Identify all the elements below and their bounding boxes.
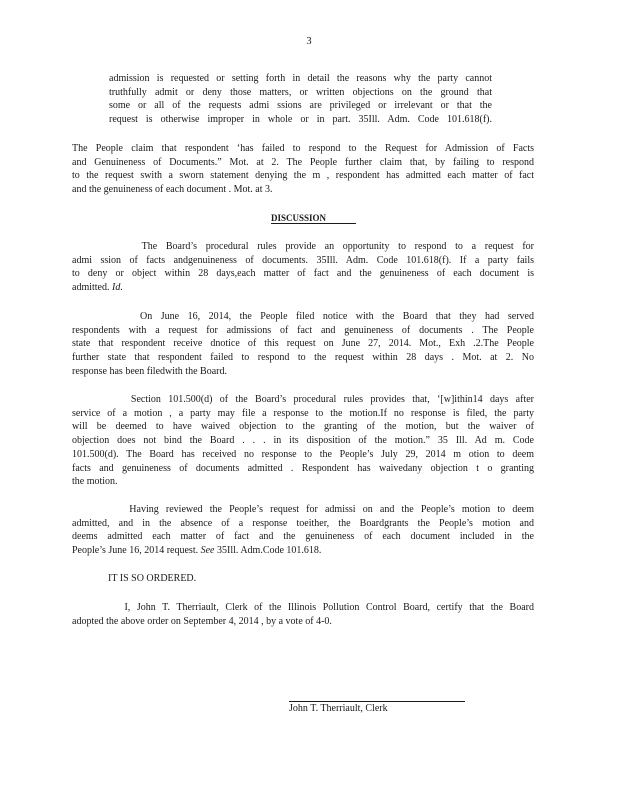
para-line: deems admitted each matter of fact and the genuineness of each document included in the xyxy=(72,531,534,543)
signature-name: John T. Therriault, Clerk xyxy=(289,703,388,714)
citation-id: Id. xyxy=(112,282,123,294)
para-line: response has been filedwith the Board. xyxy=(72,365,227,377)
section-101-500-paragraph xyxy=(72,393,534,489)
para-line-last xyxy=(72,281,534,295)
para-line: 101.500(d). The Board has received no response to the People’s July 29, 2014 m otion to deem xyxy=(72,448,534,460)
para-line: to deny or object within 28 days,each matter of fact and the genuineness of each document is xyxy=(72,268,534,280)
procedural-rules-paragraph xyxy=(72,240,534,295)
so-ordered: IT IS SO ORDERED. xyxy=(108,573,197,584)
discussion-heading: DISCUSSION xyxy=(271,213,356,224)
claim-line: The People claim that respondent ‘has failed to respond to the Request for Admission of Facts xyxy=(72,143,534,154)
para-line: state that respondent receive dnotice of this request on June 27, 2014. Mot., Exh .2.The People xyxy=(72,338,534,350)
citation-text: 35Ill. Adm.Code 101.618. xyxy=(216,545,322,557)
para-line: admitted, and in the absence of a response toeither, the Boardgrants the People’s motion and xyxy=(72,517,534,529)
quote-line: truthfully admit or deny those matters, or written objections on the ground that xyxy=(109,86,492,98)
signature-line xyxy=(289,701,465,702)
rule-quote xyxy=(109,72,492,127)
cert-line: I, John T. Therriault, Clerk of the Illinois Pollution Control Board, certify that the Board xyxy=(72,602,534,613)
cert-line: adopted the above order on September 4, 2014 , by a vote of 4-0. xyxy=(72,615,332,627)
para-line-last xyxy=(72,544,534,558)
claim-line: and Genuineness of Documents.” Mot. at 2. The People further claim that, by failing to respond xyxy=(72,156,534,168)
quote-line: request is otherwise improper in whole or in part. 35Ill. Adm. Code 101.618(f). xyxy=(109,114,492,126)
para-text: admitted. xyxy=(72,282,110,294)
para-line: the motion. xyxy=(72,476,118,488)
para-line: Having reviewed the People’s request for admissi on and the People’s motion to deem xyxy=(72,504,534,515)
page-number: 3 xyxy=(306,36,312,47)
para-line: On June 16, 2014, the People filed notice with the Board that they had served xyxy=(72,311,534,322)
people-claim-paragraph xyxy=(72,142,534,197)
para-line: respondents with a request for admissions of fact and genuineness of documents . The People xyxy=(72,324,534,336)
notice-paragraph xyxy=(72,310,534,379)
clerk-certification xyxy=(72,601,534,628)
para-line: objection does not bind the Board . . . in its disposition of the motion.” 35 Ill. Ad m. Code xyxy=(72,435,534,447)
claim-line: to the request swith a sworn statement denying the m , respondent has admitted each matter of fact xyxy=(72,170,534,182)
para-line: facts and genuineness of documents admitted . Respondent has waivedany objection t o granting xyxy=(72,462,534,474)
quote-line: some or all of the requests admi ssions are privileged or irrelevant or that the xyxy=(109,100,492,112)
citation-see: See xyxy=(200,545,215,557)
para-line: further state that respondent failed to respond to the request within 28 days . Mot. at 2. No xyxy=(72,352,534,364)
claim-line: and the genuineness of each document . Mot. at 3. xyxy=(72,184,273,196)
para-text: People’s June 16, 2014 request. xyxy=(72,545,199,557)
para-line: admi ssion of facts andgenuineness of documents. 35Ill. Adm. Code 101.618(f). If a party fails xyxy=(72,254,534,266)
board-grants-paragraph xyxy=(72,503,534,558)
para-line: service of a motion , a party may file a response to the motion.If no response is filed, the party xyxy=(72,407,534,419)
quote-line: admission is requested or setting forth in detail the reasons why the party cannot xyxy=(109,73,492,84)
para-line: will be deemed to have waived objection to the granting of the motion, but the waiver of xyxy=(72,421,534,433)
para-line: The Board’s procedural rules provide an opportunity to respond to a request for xyxy=(72,241,534,252)
para-line: Section 101.500(d) of the Board’s procedural rules provides that, ‘[w]ithin14 days after xyxy=(72,394,534,405)
